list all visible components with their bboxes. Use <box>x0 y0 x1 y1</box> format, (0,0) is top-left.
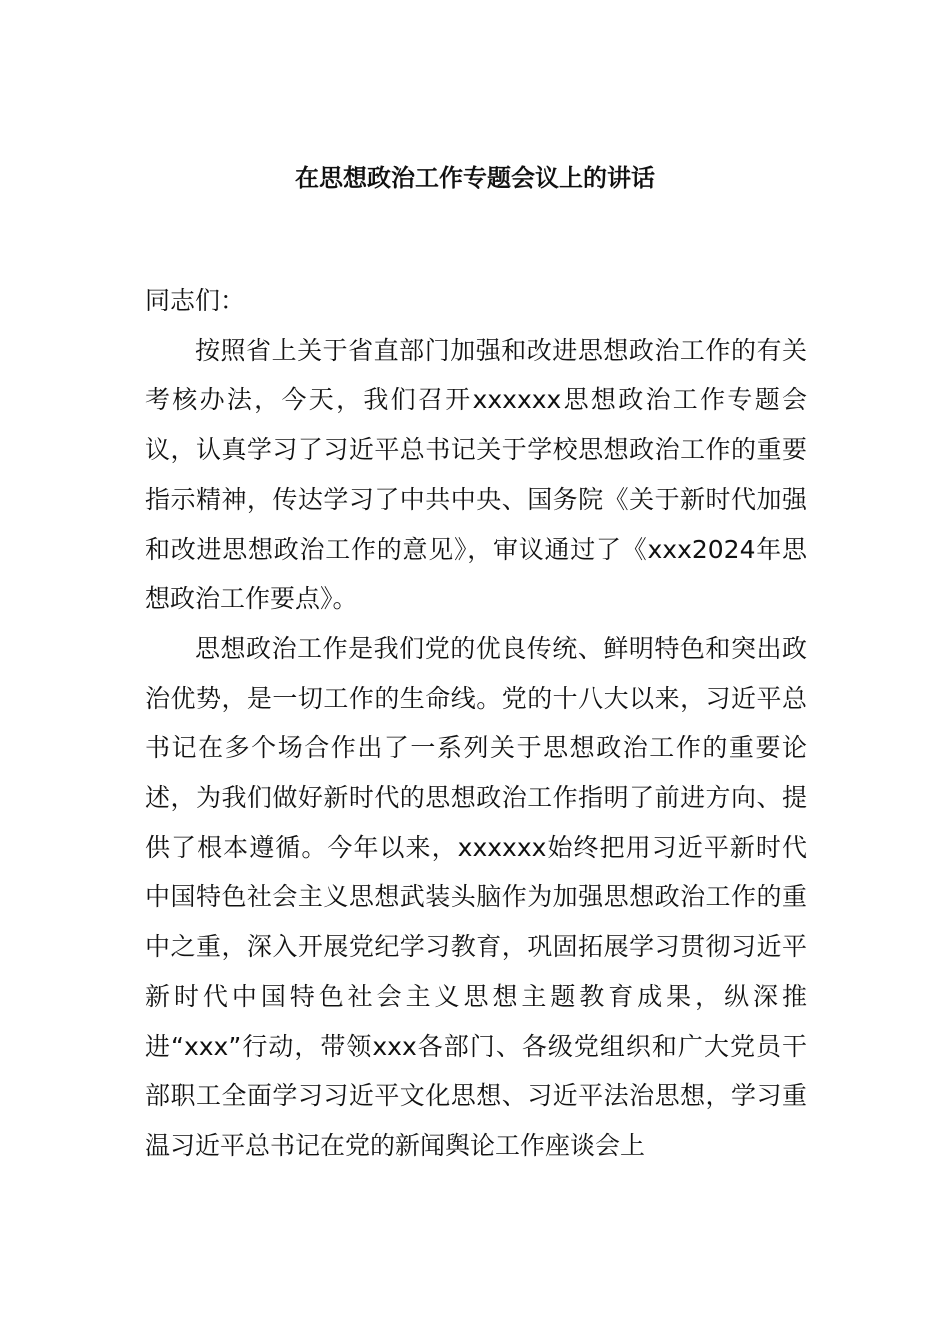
paragraph-2: 思想政治工作是我们党的优良传统、鲜明特色和突出政治优势，是一切工作的生命线。党的十八大以来，习近平总书记在多个场合作出了一系列关于思想政治工作的重要论述，为我们做好新时代的思想政治工作指明了前进方向、提供了根本遵循。今年以来，xxxxxx始终把用习近平新时代中国特色社会主义思想武装头脑作为加强思想政治工作的重中之重，深入开展党纪学习教育，巩固拓展学习贯彻习近平新时代中国特色社会主义思想主题教育成果，纵深推进“xxx”行动，带领xxx各部门、各级党组织和广大党员干部职工全面学习习近平文化思想、习近平法治思想，学习重温习近平总书记在党的新闻舆论工作座谈会上 <box>145 633 807 1160</box>
document-title: 在思想政治工作专题会议上的讲话 <box>295 164 655 192</box>
greeting: 同志们： <box>145 286 246 315</box>
paragraph-1: 按照省上关于省直部门加强和改进思想政治工作的有关考核办法，今天，我们召开xxxxxx思想政治工作专题会议，认真学习了习近平总书记关于学校思想政治工作的重要指示精神，传达学习了中共中央、国务院《关于新时代加强和改进思想政治工作的意见》，审议通过了《xxx2024年思想政治工作要点》。 <box>145 335 807 614</box>
document-body <box>145 276 807 1171</box>
